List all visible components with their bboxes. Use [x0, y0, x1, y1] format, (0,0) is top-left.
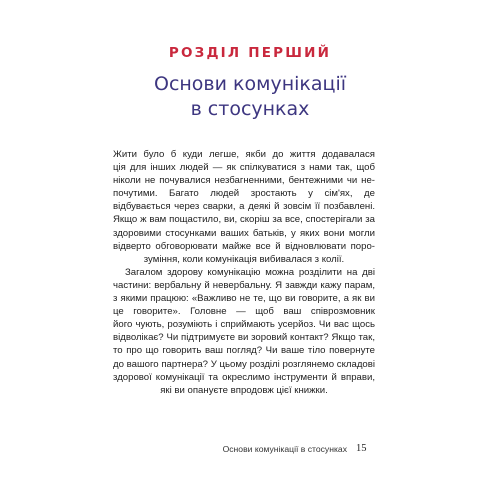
- chapter-label: РОЗДІЛ ПЕРШИЙ: [168, 45, 332, 61]
- body-line: здоровими стосунками ваших батьків, у яких вони могли: [113, 227, 375, 239]
- page-footer: [0, 443, 500, 457]
- body-line: це говорите». Головне — щоб ваш співрозмовник: [113, 306, 375, 318]
- body-line: ніколи не почувалися незбагненними, бентежними чи не-: [113, 175, 375, 187]
- body-line: відверто обговорювати майже все й відновлювати порo-: [113, 240, 375, 252]
- body-line: почутими. Багато людей зростають у сім'ях, де: [113, 188, 375, 200]
- chapter-title-line-1: Основи комунікації: [153, 73, 347, 95]
- body-line: які ви опануєте впродовж цієї книжки.: [160, 384, 328, 396]
- body-text: [113, 148, 375, 397]
- chapter-title: [0, 72, 500, 122]
- body-line: Загалом здорову комунікацію можна розділити на дві: [125, 266, 375, 278]
- body-line: до вашого партнера? У цьому розділі розглянемо складові: [113, 358, 375, 370]
- body-line: то про що говорить ваш погляд? Чи ваше тіло повернуте: [113, 345, 375, 357]
- body-line: Якщо ж вам пощастило, ви, скоріш за все, спостерігали за: [113, 214, 375, 226]
- body-line: з якими працюю: «Важливо не те, що ви говорите, а як ви: [113, 293, 375, 305]
- body-line: відволікає? Чи підтримуєте ви зоровий контакт? Якщо так,: [113, 332, 375, 344]
- body-line: ція для інших людей — як спілкуватися з нами так, щоб: [113, 162, 375, 174]
- running-footer-title: Основи комунікації в стосунках: [222, 444, 347, 454]
- page-number: 15: [356, 443, 367, 454]
- body-line: відбувається через сварки, а деякі й зовсім її позбавлені.: [113, 201, 375, 213]
- body-line: його чують, розуміють і сприймають усерйоз. Чи вас щось: [113, 319, 375, 331]
- body-line: здорової комунікації та окреслимо інструменти й вправи,: [113, 371, 375, 383]
- body-line: частини: вербальну й невербальну. Я завжди кажу парам,: [113, 279, 375, 291]
- chapter-title-line-2: в стосунках: [190, 98, 310, 120]
- body-line: зуміння, коли комунікація вибивалася з колії.: [143, 253, 345, 265]
- body-line: Жити було б куди легше, якби до життя додавалася: [113, 149, 375, 160]
